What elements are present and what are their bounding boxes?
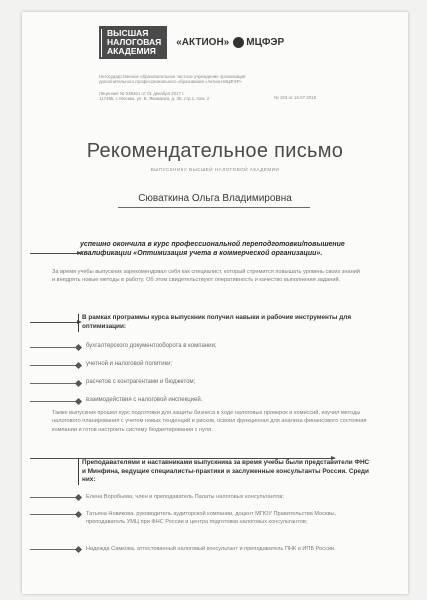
diamond-icon (75, 361, 82, 368)
list-item-text: взаимодействия с налоговой инспекцией. (86, 397, 203, 403)
bullet-line (30, 347, 78, 348)
header-logos (99, 22, 284, 62)
teachers-heading: Преподавателями и наставниками выпускника за время учебы были представители ФНС и Минфина, ведущие специалисты-практики и заслуженные консультанты России. Среди них: (82, 459, 370, 483)
page-title: Рекомендательное письмо (86, 140, 344, 162)
license-line: Лицензия № 038461 от 01 декабря 2017 г. (99, 91, 185, 96)
list-item-text: Елена Воробьева, член и преподаватель Палаты налоговых консультантов; (86, 494, 284, 500)
list-item (22, 544, 408, 564)
diamond-icon (75, 545, 82, 552)
diamond-icon (75, 397, 82, 404)
list-item-text: учетной и налоговой политики; (86, 361, 173, 367)
mcfer-logo (233, 37, 284, 48)
org-license (99, 91, 299, 102)
teachers-heading-box (78, 459, 372, 485)
mcfer-text: МЦФЭР (246, 36, 285, 48)
list-item-text: расчетов с контрагентами и бюджетом; (86, 379, 196, 385)
name-underline (118, 207, 310, 208)
bullet-line (30, 549, 78, 550)
bullet-line (30, 497, 78, 498)
address-line: 117485, г. Москва, ул. Б. Якиманка, д. 35, стр.1, пом. 2 (99, 96, 210, 102)
bullet-line (30, 365, 78, 366)
arrow-divider (30, 322, 80, 323)
skills-heading: В рамках программы курса выпускник получил навыки и рабочие инструменты для оптимизации: (82, 314, 352, 330)
diamond-icon (75, 379, 82, 386)
skills-heading-box (78, 314, 362, 332)
list-item-text: Надежда Самкова, аттестованный налоговый консультант и преподаватель ПНК и ИПБ России. (86, 546, 336, 552)
logo-line: АКАДЕМИЯ (107, 45, 156, 56)
logo-line: ВЫСШАЯ (107, 27, 149, 38)
bullet-line (30, 401, 78, 402)
letter-number: № 153 от 16.07.2018 (274, 95, 317, 100)
aktion-logo: «АКТИОН» (176, 36, 230, 48)
list-item (22, 492, 408, 504)
page-subtitle: ВЫПУСКНИКУ ВЫСШЕЙ НАЛОГОВОЙ АКАДЕМИИ (150, 167, 280, 172)
org-name (99, 74, 299, 85)
academy-logo (99, 26, 167, 59)
paragraph-course: Также выпускник прошел курс подготовки для защиты бизнеса в ходе налоговых проверок и комиссий, изучил методы налогового планирования с учетом новых тенденций и рисков, освоил функционал для анализа финансового состояния компании и готов настроить систему бюджетирования с нуля. (52, 410, 367, 433)
org-line: дополнительного профессионального образования «Актион-МЦФЭР» (99, 79, 242, 85)
list-item (22, 509, 408, 537)
logo-line: НАЛОГОВАЯ (107, 36, 162, 47)
org-line: Негосударственное образовательное частное учреждение организация (99, 74, 246, 79)
list-item-text: Татьяна Новикова, руководитель аудиторской компании, доцент МГЮУ Правительства Москвы, преподаватель УМЦ при ФНС России и центра подготовки налоговых консультантов; (86, 511, 337, 526)
diamond-icon (75, 493, 82, 500)
arrow-divider (30, 253, 80, 254)
mcfer-circle-icon (233, 37, 244, 48)
list-item (22, 396, 408, 407)
list-item (22, 360, 408, 371)
lead-text: успешно окончила в курс профессиональной переподготовки/повышение квалификации «Оптимизация учета в коммерческой организации». (80, 241, 345, 257)
diamond-icon (75, 343, 82, 350)
bullet-line (30, 514, 78, 515)
paragraph-quality: За время учебы выпускник зарекомендовал себя как специалист, который стремится повышать уровень своих знаний и внедрять новые методы в работу. Об этом свидетельствуют оперативность и качество выполнения заданий. (52, 269, 360, 284)
list-item-text: бухгалтерского документооборота в компании; (86, 343, 217, 349)
list-item (22, 378, 408, 389)
bullet-line (30, 383, 78, 384)
person-name: Сюваткина Ольга Владимировна (138, 193, 292, 204)
letter-page (22, 12, 408, 594)
list-item (22, 342, 408, 353)
diamond-icon (75, 510, 82, 517)
